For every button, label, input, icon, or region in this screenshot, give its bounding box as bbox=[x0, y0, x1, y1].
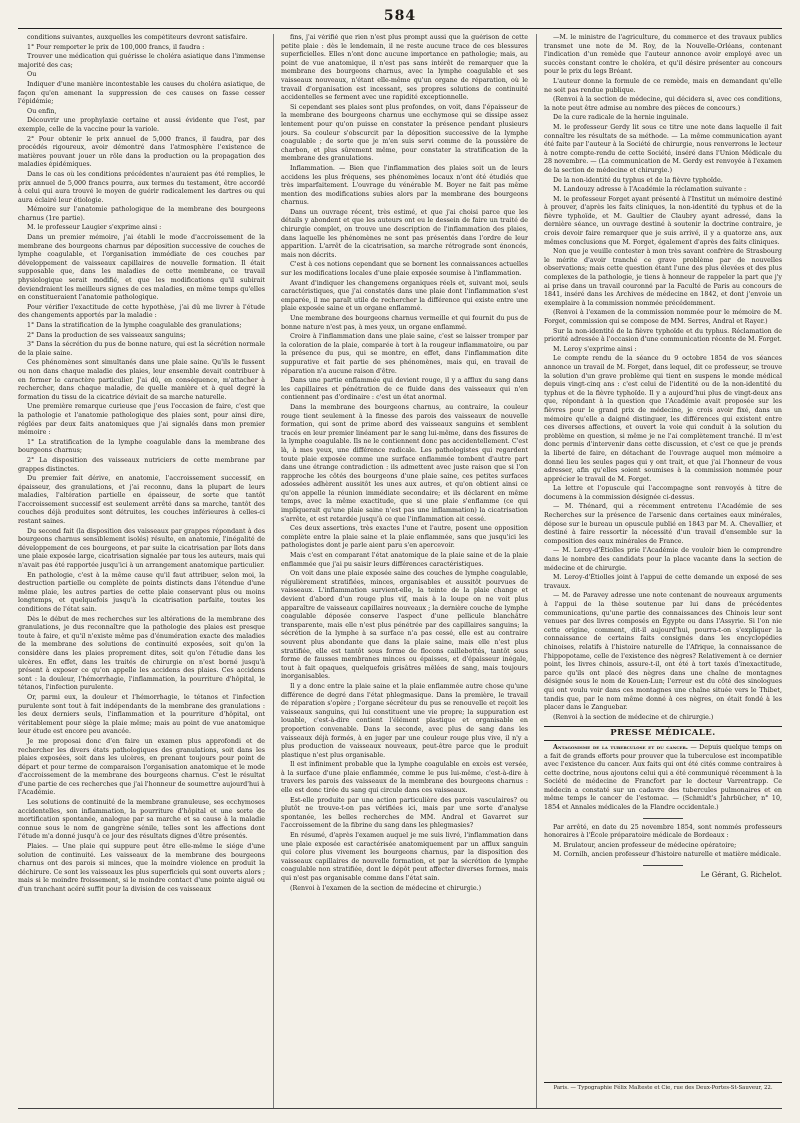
newspaper-page bbox=[8, 8, 792, 1115]
paragraph: M. Brulatour, ancien professeur de médecine opératoire; bbox=[553, 841, 737, 849]
paragraph: De la non-identité du typhus et de la fièvre typhoïde. bbox=[553, 176, 723, 184]
paragraph: (Renvoi à l'examen de la section de médecine et chirurgie.) bbox=[290, 884, 482, 892]
paragraph: fins, j'ai vérifié que rien n'est plus prompt aussi que la guérison de cette petite plaie : dès le lendemain, il ne reste aucune trace de ces blessures superficielles. Elles n'ont donc aucune importance en pathologie; mais, au point de vue anatomique, il n'est pas sans intérêt de remarquer que la membrane des bourgeons charnus, avec la lymphe coagulable et ses vaisseaux nouveaux, n'étant elle-même qu'un organe de réparation, où le travail d'organisation est incessant, ses propres solutions de continuité accidentelles se ferment avec une rapidité exceptionnelle. bbox=[281, 34, 528, 102]
divider bbox=[643, 865, 683, 866]
paragraph: 3° Dans la sécrétion du pus de bonne nature, qui est la sécrétion normale de la plaie saine. bbox=[18, 341, 265, 357]
paragraph: Le compte rendu de la séance du 9 octobre 1854 de vos séances annonce un travail de M. Forget, dans lequel, dit ce professeur, se trouve la solution d'un grave problème qui tient en suspens le monde médical depuis vingt-cinq ans : c'est celui de l'identité ou de la non-identité du typhus et de la fièvre typhoïde. Il y a aujourd'hui plus de vingt-deux ans que, répondant à la question que l'Académie avait proposée sur les fièvres pour le grand prix de médecine, je crois avoir fixé, dans un mémoire qu'elle a daigné distinguer, les différences qui existent entre ces diverses affections, et ouvert la voie qui conduit à la solution du problème en question, si même je ne l'ai complètement tranché. Il m'est donc permis d'intervenir dans cette discussion, et c'est ce que je prends la liberté de faire, en détachant de l'ouvrage auquel mon mémoire a donné lieu les seules pages qui y ont trait, et que j'ai l'honneur de vous adresser, afin qu'elles soient soumises à la commission nommée pour apprécier le travail de M. Forget. bbox=[544, 355, 782, 483]
column-1 bbox=[18, 34, 265, 1079]
paragraph: Dans une partie enflammée qui devient rouge, il y a afflux du sang dans les capillaires et pénétration de ce fluide dans des vaisseaux qui n'en contiennent pas d'ordinaire : c'est un état anormal. bbox=[281, 377, 528, 402]
paragraph: Il est infiniment probable que la lymphe coagulable en excès est versée, à la surface d'une plaie enflammée, comme le pus lui-même, c'est-à-dire à travers les parois des vaisseaux de la membrane des bourgeons charnus : elle est donc tirée du sang qui circule dans ces vaisseaux. bbox=[281, 761, 528, 795]
paragraph: —M. le ministre de l'agriculture, du commerce et des travaux publics transmet une note de M. Roy, de la Nouvelle-Orléans, contenant l'indication d'un remède que l'auteur annonce avoir employé avec un succès constant contre le choléra, et qu'il désire présenter au concours pour le prix du legs Bréant. bbox=[544, 34, 782, 76]
paragraph: Avant d'indiquer les changemens organiques réels et, suivant moi, seuls caractéristiques, que j'ai constatés dans une plaie dont l'inflammation s'est emparée, il me paraît utile de rechercher la différence qui existe entre une plaie exposée saine et un organe enflammé. bbox=[281, 279, 528, 313]
paragraph: Non que je veuille contester à mon très savant confrère de Strasbourg le mérite d'avoir tranché ce grave problème par de nouvelles observations; mais cette question étant l'une des plus élevées et des plus complexes de la pathologie, je tiens à honneur de rappeler la part que j'y ai prise dans un travail couronné par la Faculté de Paris au concours de 1841, inséré dans les Archives de médecine en 1842, et dont j'envoie un exemplaire à la commission nommée précédemment. bbox=[544, 248, 782, 307]
paragraph: De la cure radicale de la hernie inguinale. bbox=[553, 114, 689, 122]
paragraph: Ces phénomènes sont simultanés dans une plaie saine. Qu'ils le fussent ou non dans chaque maladie des plaies, leur ensemble devait contribuer à en former le caractère particulier. J'ai dû, en conséquence, m'attacher à rechercher, dans chaque maladie, de quelle manière et à quel degré la formation du tissu de la cicatrice déviait de sa marche naturelle. bbox=[18, 359, 265, 401]
paragraph: M. Landouzy adresse à l'Académie la réclamation suivante : bbox=[553, 186, 747, 194]
paragraph: M. le professeur Laugier s'exprime ainsi : bbox=[27, 224, 162, 232]
press-article-text: — Depuis quelque temps on a fait de grands efforts pour prouver que la tuberculose est incompatible avec l'existence du cancer. Aux faits qui ont été cités comme contraires à cette doctrine, nous ajoutons celui qui a été communiqué récemment à la Société de médecine de Francfort par le docteur Varrentrapp. Ce médecin a constaté sur un cadavre des tubercules pulmonaires et en même temps le cancer de l'estomac. — (Schmidt's Jahrbücher, n° 10, 1854 et Annales médicales de la Flandre occidentale.) bbox=[544, 743, 782, 812]
paragraph: conditions suivantes, auxquelles les compétiteurs devront satisfaire. bbox=[27, 34, 248, 41]
paragraph: 2° Dans la production de ses vaisseaux sanguins; bbox=[27, 331, 186, 339]
paragraph: 2° La disposition des vaisseaux nutriciers de cette membrane par grappes distinctes. bbox=[18, 456, 265, 473]
paragraph: Découvrir une prophylaxie certaine et aussi évidente que l'est, par exemple, celle de la vaccine pour la variole. bbox=[18, 117, 265, 133]
paragraph: Il y a donc entre la plaie saine et la plaie enflammée autre chose qu'une différence de degré dans l'état phlegmasique. Dans la première, le travail de réparation s'opère ; l'organe sécréteur du pus se renouvelle et reçoit les vaisseaux sanguins, qui lui constituent une vie propre; la suppuration est louable, c'est-à-dire contient l'élément plastique et organisable en proportion convenable. Dans la seconde, avec plus de sang dans les vaisseaux déjà formés, à en juger par une couleur rouge plus vive, il n'y a plus production de vaisseaux nouveaux, peut-être parce que le produit plastique n'est plus organisable. bbox=[281, 682, 528, 759]
paragraph: 1° La stratification de la lymphe coagulable dans la membrane des bourgeons charnus; bbox=[18, 438, 265, 455]
paragraph: M. Leroy-d'Étiolles joint à l'appui de cette demande un exposé de ses travaux. bbox=[544, 574, 782, 590]
paragraph: Est-elle produite par une action particulière des parois vasculaires? ou plutôt ne trouve-t-on pas vérifiées ici, mais par une sorte d'analyse spontanée, les belles recherches de MM. Andral et Gavarret sur l'accroissement de la fibrine du sang dans les phlegmasies? bbox=[281, 796, 528, 830]
paragraph: — M. Leroy-d'Étiolles prie l'Académie de vouloir bien le comprendre dans le nombre des candidats pour la place vacante dans la section de médecine et de chirurgie. bbox=[544, 547, 782, 572]
paragraph: M. le professeur Forget ayant présenté à l'Institut un mémoire destiné à prouver, d'après les faits cliniques, la non-identité du typhus et de la fièvre typhoïde, et M. Gaultier de Claubry ayant adressé, dans la dernière séance, un ouvrage destiné à soutenir la doctrine contraire, je crois devoir faire remarquer que je suis arrivé, il y a quatorze ans, aux mêmes conclusions que M. Forget, également d'après des faits cliniques. bbox=[544, 195, 782, 246]
paragraph: En pathologie, c'est à la même cause qu'il faut attribuer, selon moi, la destruction partielle ou complète de points distincts dans l'étendue d'une même plaie, les autres parties de cette plaie conservant plus ou moins longtemps, et quelquefois jusqu'à la cicatrisation parfaite, toutes les conditions de l'état sain. bbox=[18, 571, 265, 613]
paragraph: 2° Pour obtenir le prix annuel de 5,000 francs, il faudra, par des procédés rigoureux, avoir démontré dans l'atmosphère l'existence de matières pouvant jouer un rôle dans la production ou la propagation des maladies épidémiques. bbox=[18, 135, 265, 169]
paragraph: En résumé, d'après l'examen auquel je me suis livré, l'inflammation dans une plaie exposée est caractérisée anatomiquement par un afflux sanguin qui colore plus vivement les bourgeons charnus, par la disposition des vaisseaux capillaires de nouvelle formation, et par la sécrétion de lymphe coagulable non stratifiée, dont le dépôt peut affecter diverses formes, mais qui n'est pas organisable comme dans l'état sain. bbox=[281, 832, 528, 882]
paragraph: Pour vérifier l'exactitude de cette hypothèse, j'ai dû me livrer à l'étude des changements apportés par la maladie : bbox=[18, 303, 265, 320]
column-2 bbox=[281, 34, 528, 1079]
paragraph: Une membrane des bourgeons charnus vermeille et qui fournit du pus de bonne nature n'est pas, à mes yeux, un organe enflammé. bbox=[281, 315, 528, 331]
paragraph: Ou bbox=[27, 71, 37, 79]
press-article-heading: Antagonisme de la tuberculose et du cancer. bbox=[553, 743, 689, 751]
paragraph: 1° Dans la stratification de la lymphe coagulable des granulations; bbox=[27, 322, 242, 329]
paragraph: Or, parmi eux, la douleur et l'hémorrhagie, le tétanos et l'infection purulente sont tout à fait indépendants de la membrane des granulations : les deux derniers seuls, l'inflammation et la pourriture d'hôpital, ont véritablement pour siège la plaie même; mais au point de vue anatomique leur étude est encore peu avancée. bbox=[18, 693, 265, 736]
paragraph: Mémoire sur l'anatomie pathologique de la membrane des bourgeons charnus (1re partie). bbox=[18, 206, 265, 222]
paragraph: Par arrêté, en date du 25 novembre 1854, sont nommés professeurs honoraires à l'École préparatoire médicale de Bordeaux : bbox=[544, 823, 782, 840]
column-separator bbox=[536, 34, 537, 1109]
paragraph: — M. Thénard, qui a récemment entretenu l'Académie de ses Recherches sur la présence de l'arsenic dans certaines eaux minérales, dépose sur le bureau un opuscule publié en 1843 par M. A. Chevallier, et destiné à faire ressortir la nécessité d'un travail d'ensemble sur la composition des eaux minérales de France. bbox=[544, 503, 782, 545]
paragraph: Ou enfin, bbox=[27, 107, 57, 115]
paragraph: Inflammation. — Bien que l'inflammation des plaies soit un de leurs accidens les plus fréquens, ses phénomènes locaux n'ont été étudiés que très imparfaitement. L'ouvrage du vénérable M. Boyer ne fait pas même mention des modifications subies alors par la membrane des bourgeons charnus. bbox=[281, 164, 528, 207]
top-rule bbox=[18, 28, 782, 29]
paragraph: (Renvoi à la section de médecine, qui décidera si, avec ces conditions, la note peut être admise au nombre des pièces de concours.) bbox=[544, 96, 782, 112]
bottom-rule bbox=[18, 1108, 782, 1109]
paragraph: Ces deux assertions, très exactes l'une et l'autre, posent une opposition complète entre la plaie saine et la plaie enflammée, sans que jusqu'ici les pathologistes dont je parle aient paru s'en apercevoir. bbox=[281, 525, 528, 550]
paragraph: Mais c'est en comparant l'état anatomique de la plaie saine et de la plaie enflammée que j'ai pu saisir leurs différences caractéristiques. bbox=[281, 552, 528, 568]
column-3 bbox=[544, 34, 782, 1079]
paragraph: Dans la membrane des bourgeons charnus, au contraire, la couleur rouge tient seulement à la finesse des parois des vaisseaux de nouvelle formation, qui sont de prime abord des vaisseaux sanguins et semblent tracés en leur premier linéament par le sang lui-même, dans des fissures de la lymphe coagulable. Ils ne le contiennent donc pas accidentellement. C'est là, à mes yeux, une différence radicale. Les pathologistes qui regardent toute plaie exposée comme une surface enflammée tombent d'autre part dans une étrange contradiction : ils admettent avec juste raison que si l'on rapproche les côtés des bourgeons d'une plaie saine, ces petites surfaces adossées adhèrent aussitôt les unes aux autres, et qu'on obtient ainsi ce qu'on appelle la réunion immédiate secondaire; et ils déclarent en même temps, avec la même exactitude, que si une plaie s'enflamme (ce qui impliquerait qu'une plaie saine n'est pas une inflammation) la cicatrisation s'arrête, et est retardée jusqu'à ce que l'inflammation ait cessé. bbox=[281, 403, 528, 523]
paragraph: Indiquer d'une manière incontestable les causes du choléra asiatique, de façon qu'en amenant la suppression de ces causes on fasse cesser l'épidémie; bbox=[18, 80, 265, 106]
paragraph: Plaies. — Une plaie qui suppure peut être elle-même le siége d'une solution de continuité. Les vaisseaux de la membrane des bourgeons charnus ont des parois si minces, que la moindre violence en produit la déchirure. Ce sont les vaisseaux les plus superficiels qui sont ouverts alors ; mais si le moindre froissement, si le moindre contact d'une pointe aiguë ou d'un tranchant acéré suffit pour la division de ces vaisseaux bbox=[18, 843, 265, 893]
paragraph: Dans un premier mémoire, j'ai établi le mode d'accroissement de la membrane des bourgeons charnus par déposition successive de couches de lymphe coagulable, et l'organisation immédiate de ces couches par développement de vaisseaux capillaires de nouvelle formation. Il était supposable que, dans les maladies de cette membrane, ce travail physiologique serait modifié, et que les modifications qu'il subirait deviendraient les meilleurs signes de ces maladies, en même temps qu'elles en constitueraient l'anatomie pathologique. bbox=[18, 234, 265, 302]
paragraph: 1° Pour remporter le prix de 100,000 francs, il faudra : bbox=[27, 43, 205, 51]
column-3-appointments bbox=[544, 824, 782, 860]
paragraph: Trouver une médication qui guérisse le choléra asiatique dans l'immense majorité des cas; bbox=[18, 53, 265, 69]
paragraph: (Renvoi à l'examen de la commission nommée pour le mémoire de M. Forget, commission qui se compose de MM. Serres, Andral et Rayer.) bbox=[544, 309, 782, 325]
paragraph: Les solutions de continuité de la membrane granuleuse, ses ecchymoses accidentelles, son inflammation, la pourriture d'hôpital et une sorte de mortification spontanée, analogue par sa marche et sa cause à la maladie connue sous le nom de gangrène sénile, telles sont les affections dont l'étude m'a donné jusqu'à ce jour des résultats dignes d'être présentés. bbox=[18, 799, 265, 841]
paragraph: Dans un ouvrage récent, très estimé, et que j'ai choisi parce que les détails y abondent et que les auteurs ont eu le dessein de faire un traité de chirurgie complet, on trouve une description de l'inflammation des plaies, dans laquelle les phénomènes ne sont pas présentés dans l'ordre de leur apparition. L'arrêt de la cicatrisation, sa marche rétrograde sont énoncés, mais non décrits. bbox=[281, 208, 528, 259]
paragraph: — M. de Paravey adresse une note contenant de nouveaux arguments à l'appui de la thèse soutenue par lui dans de précédentes communications, qu'une partie des connaissances des Chinois leur sont venues par des livres composés en Égypte ou dans l'Assyrie. Si l'on nie cette origine, comment, dit-il aujourd'hui, pourra-t-on s'expliquer la connaissance de certains faits consignés dans les encyclopédies chinoises, relatifs à l'histoire naturelle de l'Afrique, la connaissance de l'hippopotame, celle de l'existence des nègres? Relativement à ce dernier point, les livres chinois, assure-t-il, ont été à tort taxés d'inexactitude, parce qu'ils ont placé des nègres dans une chaîne de montagnes désignée sous le nom de Kouen-Lun; l'erreur est du côté des sinologues qui ont voulu voir dans ces montagnes une chaîne située vers le Thibet, tandis que, par le nom même donné à ces nègres, on était fondé à les placer dans le Zanguebar. bbox=[544, 592, 782, 712]
paragraph: Croire à l'inflammation dans une plaie saine, c'est se laisser tromper par la coloration de la plaie, comparée à tort à la rougeur inflammatoire, ou par la présence du pus, qui se montre, en effet, dans l'inflammation dite suppurative et fait partie de ses phénomènes, mais qui, en travail de réparation n'a aucune raison d'être. bbox=[281, 333, 528, 375]
paragraph: Je me proposai donc d'en faire un examen plus approfondi et de rechercher les divers états pathologiques des granulations, soit dans les plaies exposées, soit dans les ulcères, en prenant toujours pour point de départ et pour terme de comparaison l'organisation anatomique et le mode d'accroissement de la membrane des bourgeons charnus. C'est le résultat d'une partie de ces recherches que j'ai l'honneur de soumettre aujourd'hui à l'Académie. bbox=[18, 737, 265, 797]
paragraph: (Renvoi à la section de médecine et de chirurgie.) bbox=[553, 713, 714, 721]
press-section-title: PRESSE MÉDICALE. bbox=[544, 726, 782, 741]
press-article bbox=[544, 744, 782, 813]
paragraph: M. le professeur Gerdy lit sous ce titre une note dans laquelle il fait connaître les résultats de sa méthode. — La même communication ayant été faite par l'auteur à la Société de chirurgie, nous renverrons le lecteur à notre compte-rendu de cette Société, inséré dans l'Union Médicale du 28 novembre. — (La communication de M. Gerdy est renvoyée à l'examen de la section de médecine et chirurgie.) bbox=[544, 123, 782, 174]
paragraph: L'auteur donne la formule de ce remède, mais en demandant qu'elle ne soit pas rendue publique. bbox=[544, 77, 782, 94]
paragraph: M. Cornilh, ancien professeur d'histoire naturelle et matière médicale. bbox=[553, 851, 781, 859]
paragraph: Sur la non-identité de la fièvre typhoïde et du typhus. Réclamation de priorité adressée à l'occasion d'une communication récente de M. Forget. bbox=[544, 327, 782, 344]
column-3-academy-notes bbox=[544, 34, 782, 722]
divider bbox=[643, 818, 683, 819]
paragraph: Une première remarque curieuse que j'eus l'occasion de faire, c'est que la pathologie et l'anatomie pathologique des plaies sont, pour ainsi dire, réglées par deux faits anatomiques que j'ai signalés dans mon premier mémoire : bbox=[18, 403, 265, 437]
paragraph: Du second fait (la disposition des vaisseaux par grappes répondant à des bourgeons charnus sensiblement isolés) résulte, en anatomie, l'inégalité de développement de ces bourgeons, et par suite la cicatrisation par îlots dans une plaie exposée large, cicatrisation signalée par tous les auteurs, mais qui n'avait pas été rapportée jusqu'ici à un arrangement anatomique particulier. bbox=[18, 527, 265, 570]
column-separator bbox=[273, 34, 274, 1109]
publisher-signature: Le Gérant, G. Richelot. bbox=[700, 871, 782, 880]
paragraph: Du premier fait dérive, en anatomie, l'accroissement successif, en épaisseur, des granulations, et j'ai reconnu, dans la plupart de leurs maladies, l'altération partielle en épaisseur, de sorte que tantôt l'accroissement successif est seulement arrêté dans sa marche, tantôt des couches déjà produites sont détruites, les couches inférieures à celles-ci restant saines. bbox=[18, 475, 265, 526]
paragraph: Dans le cas où les conditions précédentes n'auraient pas été remplies, le prix annuel de 5,000 francs pourra, aux termes du testament, être accordé à celui qui aura trouvé le moyen de guérir radicalement les dartres ou qui aura éclairé leur étiologie. bbox=[18, 170, 265, 204]
paragraph: La lettre et l'opuscule qui l'accompagne sont renvoyés à titre de documens à la commission désignée ci-dessus. bbox=[544, 485, 782, 501]
paragraph: C'est à ces notions cependant que se bornent les connaissances actuelles sur les modifications locales d'une plaie exposée soumise à l'inflammation. bbox=[281, 261, 528, 278]
paragraph: M. Leroy s'exprime ainsi : bbox=[553, 345, 637, 353]
paragraph: Dès le début de mes recherches sur les altérations de la membrane des granulations, je dus reconnaître que la pathologie des plaies est presque toute à faire, et qu'il n'existe même pas d'énumération exacte des maladies de la membrane des solutions de continuité exposées, soit qu'on la considère dans les plaies proprement dites, soit qu'on l'étudie dans les ulcères. En effet, dans les traités de chirurgie on n'est borné jusqu'à présent à exposer ce qu'on appelle les accidens des plaies. Ces accidens sont : la douleur, l'hémorrhagie, l'inflammation, la pourriture d'hôpital, le tétanos, l'infection purulente. bbox=[18, 615, 265, 692]
printer-footer: Paris. — Typographie Félix Malteste et Cie, rue des Deux-Portes-St-Sauveur, 22. bbox=[544, 1082, 782, 1091]
paragraph: On voit dans une plaie exposée saine des couches de lymphe coagulable, régulièrement stratifiées, minces, organisables et aussitôt pourvues de vaisseaux. L'inflammation survient-elle, la teinte de la plaie change et devient d'abord d'un rouge plus vif, mais à la loupe on ne voit plus apparaître de vaisseaux capillaires nouveaux ; la dernière couche de lymphe coagulable déposée conserve l'aspect d'une pellicule blanchâtre transparente, mais elle n'est plus pénétrée par des capillaires sanguins; la sécrétion de la lymphe à sa surface n'a pas cessé, elle est au contraire souvent plus abondante que dans la plaie saine, mais elle n'est plus stratifiée, elle est tantôt sous forme de flocons caillebottés, tantôt sous forme de fausses membranes minces ou épaisses, et d'épaisseur inégale, tout à fait opaques, quelquefois grisâtres mêlées de sang, mais toujours inorganisables. bbox=[281, 570, 528, 681]
page-number: 584 bbox=[383, 8, 417, 24]
paragraph: Si cependant ses plaies sont plus profondes, on voit, dans l'épaisseur de la membrane des bourgeons charnus une ecchymose qui se dissipe assez lentement pour qu'on puisse en constater la présence pendant plusieurs jours. Sa couleur s'obscurcit par la déposition successive de la lymphe coagulable ; de sorte que je m'en suis servi comme de la poussière de charbon, et plus sûrement même, pour constater la stratification de la membrane des granulations. bbox=[281, 103, 528, 163]
